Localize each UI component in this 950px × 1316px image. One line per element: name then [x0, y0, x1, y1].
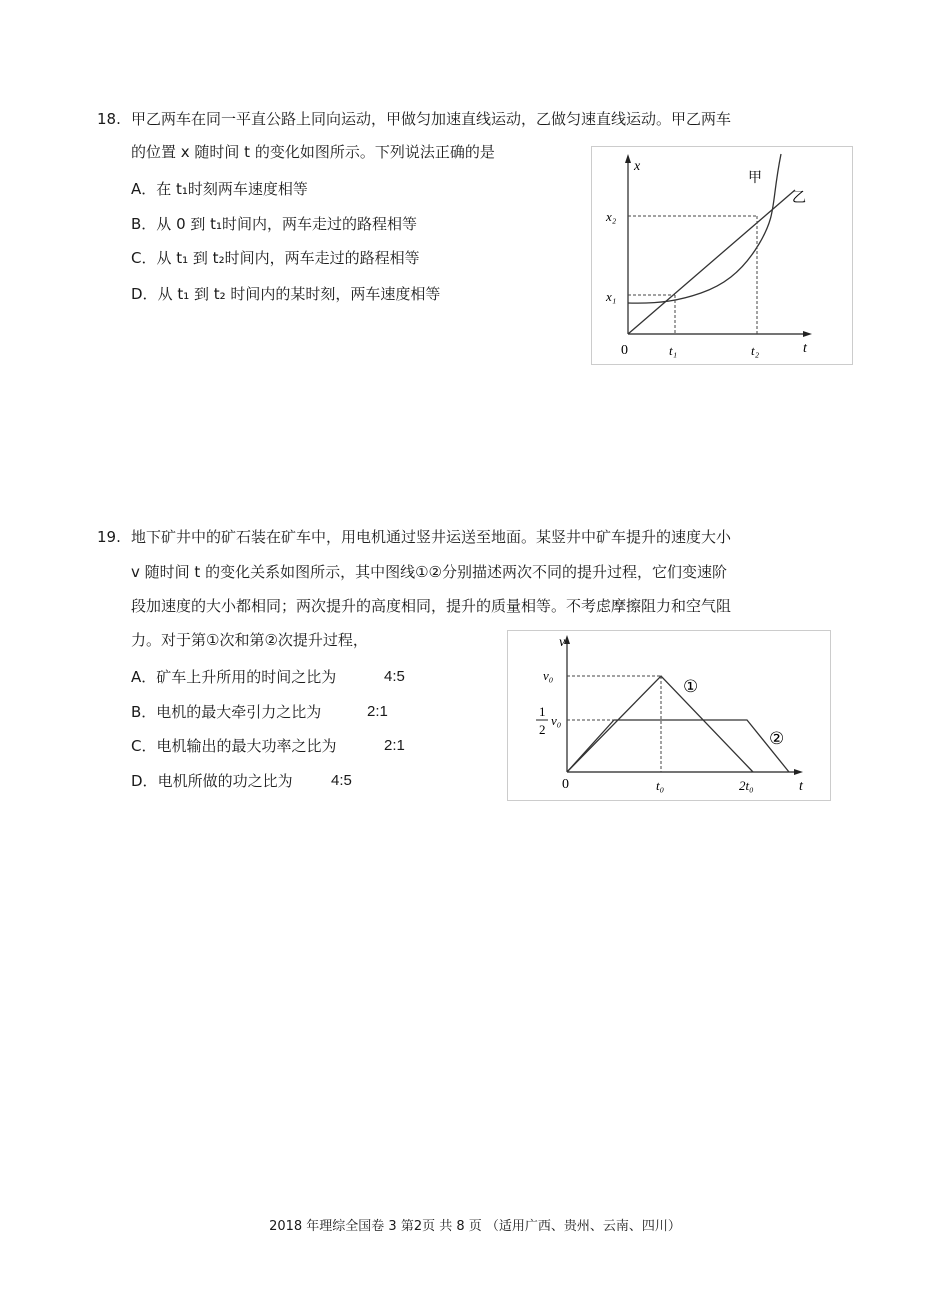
page-footer: 2018 年理综全国卷 3 第2页 共 8 页 （适用广西、贵州、云南、四川） [269, 1219, 681, 1234]
x2-label: x₂ [606, 209, 617, 224]
q19-option-a [131, 667, 336, 687]
option-text: 电机所做的功之比为 [157, 772, 293, 790]
option-letter: A． [131, 668, 157, 686]
q18-option-c [131, 248, 420, 268]
q19-option-c [131, 736, 337, 756]
x1-label: x₁ [606, 289, 617, 304]
q19-vt-graph [507, 630, 831, 801]
origin-label: 0 [562, 777, 569, 792]
q19-stem-line3: 段加速度的大小都相同；两次提升的高度相同，提升的质量相等。不考虑摩擦阻力和空气阻 [131, 597, 732, 615]
y-axis-label: x [634, 159, 641, 174]
q18-figure [591, 146, 853, 365]
option-text: 电机的最大牵引力之比为 [156, 703, 322, 721]
option-letter: C． [131, 249, 157, 267]
q19-option-d [131, 771, 293, 791]
q18-xt-graph [591, 146, 853, 365]
q19-option-d-ratio: 4:5 [331, 772, 352, 789]
option-letter: D． [131, 772, 158, 790]
option-text: 在 t₁时刻两车速度相等 [156, 180, 308, 198]
half-denominator: 2 [539, 722, 546, 737]
label-curve-2: ② [769, 729, 785, 749]
t2-label: t₂ [751, 343, 760, 358]
q19-stem-line2: v 随时间 t 的变化关系如图所示，其中图线①②分别描述两次不同的提升过程，它们变速阶 [131, 563, 727, 581]
q19-stem-line1: 地下矿井中的矿石装在矿车中，用电机通过竖井运送至地面。某竖井中矿车提升的速度大小 [131, 528, 732, 546]
y-axis-arrow [625, 154, 631, 163]
q18-option-a [131, 179, 308, 199]
t1-label: t₁ [669, 343, 678, 358]
half-v0-var: v₀ [551, 713, 562, 728]
origin-label: 0 [621, 343, 628, 358]
q19-option-b-ratio: 2:1 [367, 703, 388, 720]
q18-stem-line2: 的位置 x 随时间 t 的变化如图所示。下列说法正确的是 [131, 143, 495, 161]
option-letter: B． [131, 703, 157, 721]
q18-stem-line1: 甲乙两车在同一平直公路上同向运动，甲做匀加速直线运动，乙做匀速直线运动。甲乙两车 [131, 110, 732, 128]
y-axis-label: v [559, 635, 566, 650]
x-axis-arrow [794, 769, 803, 775]
curve-2 [567, 720, 789, 772]
option-text: 从 t₁ 到 t₂ 时间内的某时刻，两车速度相等 [157, 285, 441, 303]
q18-number: 18. [97, 110, 121, 128]
q18-option-b [131, 214, 417, 234]
option-text: 矿车上升所用的时间之比为 [156, 668, 337, 686]
option-letter: C． [131, 737, 157, 755]
line-yi [628, 190, 795, 334]
option-letter: A． [131, 180, 157, 198]
q19-option-a-ratio: 4:5 [384, 668, 405, 685]
label-curve-1: ① [683, 677, 699, 697]
q19-figure [507, 630, 831, 801]
option-text: 从 t₁ 到 t₂时间内，两车走过的路程相等 [156, 249, 420, 267]
q19-option-c-ratio: 2:1 [384, 737, 405, 754]
curve-1 [567, 676, 753, 772]
label-yi: 乙 [792, 190, 806, 206]
q19-stem-line4: 力。对于第①次和第②次提升过程， [131, 631, 368, 649]
t0-label: t₀ [656, 778, 665, 793]
2t0-label: 2t₀ [739, 778, 754, 793]
q19-option-b [131, 702, 321, 722]
x-axis-arrow [803, 331, 812, 337]
x-axis-label: t [799, 779, 803, 794]
x-axis-label: t [803, 341, 807, 356]
v0-label: v₀ [543, 668, 554, 683]
option-text: 从 0 到 t₁时间内，两车走过的路程相等 [156, 215, 418, 233]
q18-option-d [131, 284, 440, 304]
option-letter: B． [131, 215, 157, 233]
q19-number: 19. [97, 528, 121, 546]
option-text: 电机输出的最大功率之比为 [156, 737, 337, 755]
option-letter: D． [131, 285, 158, 303]
half-numerator: 1 [539, 704, 546, 719]
label-jia: 甲 [748, 170, 762, 186]
